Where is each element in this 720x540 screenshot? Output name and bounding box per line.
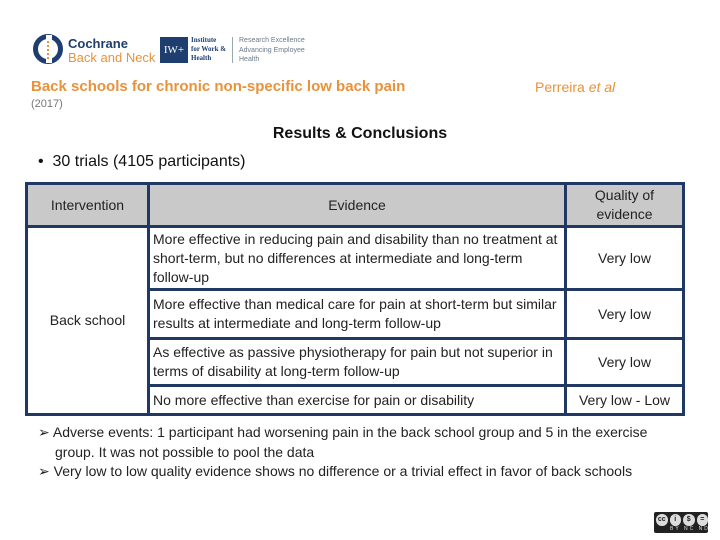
quality-cell: Very low - Low — [566, 386, 684, 415]
section-title: Results & Conclusions — [272, 125, 448, 142]
evidence-cell: More effective than medical care for pain at short-term but similar results at intermediate and long-term follow-up — [149, 290, 566, 339]
evidence-table — [25, 182, 685, 416]
by-icon: i — [670, 514, 682, 526]
arrow-bullet-icon: ➢ — [38, 424, 53, 440]
evidence-cell: No more effective than exercise for pain or disability — [149, 386, 566, 415]
evidence-cell: As effective as passive physiotherapy for pain but not superior in terms of disability at long-term follow-up — [149, 339, 566, 386]
note-item: ➢ Very low to low quality evidence shows no difference or a trivial effect in favor of back schools — [38, 463, 633, 479]
trials-bullet: • 30 trials (4105 participants) — [38, 153, 246, 170]
note-item: ➢ Adverse events: 1 participant had worsening pain in the back school group and 5 in the exercise group. It was not possible to pool the data — [38, 424, 648, 460]
cochrane-group: Back and Neck — [68, 50, 156, 65]
arrow-bullet-icon: ➢ — [38, 463, 54, 479]
review-title: Back schools for chronic non-specific low back pain — [31, 78, 406, 95]
iwh-logo-icon: IW+ — [160, 37, 188, 63]
quality-cell: Very low — [566, 227, 684, 290]
conclusion-notes — [38, 423, 658, 482]
iwh-name: Institute for Work & Health — [191, 36, 227, 62]
nd-icon: = — [697, 514, 709, 526]
license-labels: BY NC ND — [670, 526, 710, 532]
logo-divider — [232, 37, 233, 63]
cochrane-name: Cochrane — [68, 36, 128, 51]
header-evidence: Evidence — [149, 184, 566, 227]
table-row — [27, 227, 684, 290]
cc-icon: cc — [656, 514, 668, 526]
cochrane-logo-icon — [33, 34, 63, 64]
intervention-cell: Back school — [27, 227, 149, 415]
quality-cell: Very low — [566, 290, 684, 339]
quality-cell: Very low — [566, 339, 684, 386]
iwh-tagline: Research Excellence Advancing Employee Health — [239, 37, 305, 63]
creative-commons-license-icon — [654, 512, 708, 533]
header-quality: Quality of evidence — [566, 184, 684, 227]
review-year: (2017) — [31, 98, 63, 110]
evidence-cell: More effective in reducing pain and disability than no treatment at short-term, but no differences at intermediate and long-term follow-up — [149, 227, 566, 290]
header-intervention: Intervention — [27, 184, 149, 227]
review-author: Perreira et al — [535, 79, 616, 95]
nc-icon: $ — [683, 514, 695, 526]
table-header-row — [27, 184, 684, 227]
